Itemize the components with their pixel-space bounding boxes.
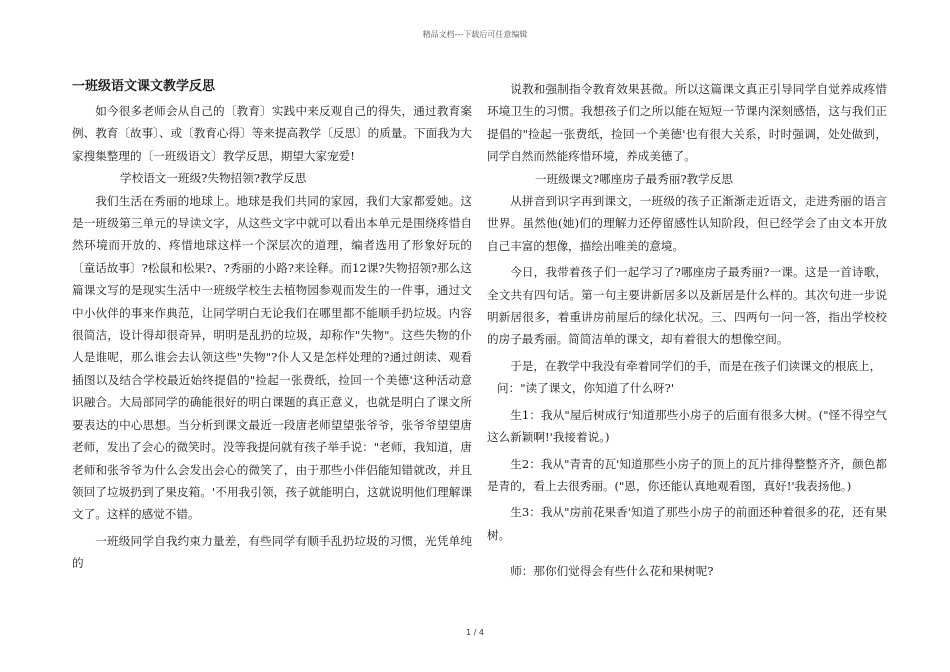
body-paragraph: 我们生活在秀丽的地球上。地球是我们共同的家园，我们大家都爱她。这是一班级第三单元的导读文字，从这些文字中就可以看出本单元是围绕疼惜自然环境而开放的、疼惜地球这样一个深层次的道理，编者选用了形象好玩的〔童话故事〕?松鼠和松果?、?秀丽的小路?来诠释。而12课?失物招领?那么这篇课文写的是现实生活中一班级学校生去植物园参观而发生的一件事，通过文中小伙伴的事来作典范，让同学明白无论我们在哪里都不能顺手扔垃圾。内容很简洁，设计得却很奇异，明明是乱扔的垃圾，却称作"失物"。这些失物的仆人是谁呢，那么谁会去认领这些"失物"?仆人又是怎样处理的?通过朗读、观看插图以及结合学校最近始终提倡的"捡起一张费纸，捡回一个美德'这种活动意识融合。大局部同学的确能很好的明白课题的真正意义，也就是明白了课文所要表达的中心思想。当分析到课文最近一段唐老师望望张爷爷，张爷爷望望唐老师，发出了会心的微笑时。没等我提问就有孩子举手说："老师，我知道，唐老师和张爷爷为什么会发出会心的微笑了，由于那些小伴侣能知错就改，并且领回了垃圾扔到了果皮箱。'不用我引领，孩子就能明白，这就说明他们理解课文了。这样的感觉不错。 — [72, 193, 472, 522]
body-paragraph: 从拼音到识字再到课文，一班级的孩子正渐渐走近语文，走进秀丽的语言世界。虽然他(她)们的理解力还停留感性认知阶段，但已经学会了由文本开放自己丰富的想像，描绘出唯美的意境。 — [487, 194, 887, 253]
page-number: 1 / 4 — [466, 628, 484, 637]
dialogue-line: 生1：我从"屋后树成行'知道那些小房子的后面有很多大树。("怪不得空气这么新颖啊!'我接着说。) — [487, 407, 887, 445]
body-paragraph: 说教和强制指令教育效果甚微。所以这篇课文真正引导同学自觉养成疼惜环境卫生的习惯。我想孩子们之所以能在短短一节课内深刻感悟，这与我们正提倡的"捡起一张费纸，捡回一个美德'也有很大关系，时时强调，处处做到，同学自然而然能疼惜环境，养成美德了。 — [487, 82, 887, 164]
body-paragraph: 于是，在教学中我没有牵着同学们的手，而是在孩子们读课文的根底上， — [510, 358, 882, 373]
section-heading-1: 学校语文一班级?失物招领?教学反思 — [120, 171, 307, 186]
page-header: 精品文档---下载后可任意编辑 — [422, 30, 528, 39]
right-column — [487, 78, 887, 583]
left-column — [72, 78, 472, 575]
dialogue-line: 生3：我从"房前花果香'知道了那些小房子的前面还种着很多的花，还有果树。 — [487, 505, 887, 542]
intro-paragraph: 如今很多老师会从自己的〔教育〕实践中来反观自己的得失，通过教育案例、教育〔故事〕、或〔教育心得〕等来提高教学〔反思〕的质量。下面我为大家搜集整理的〔一班级语文〕教学反思，期望大家宠爱! — [72, 104, 472, 163]
dialogue-line: 生2：我从"青青的瓦'知道那些小房子的顶上的瓦片排得整整齐齐，颜色都是青的，看上去很秀丽。("恩，你还能认真地观看图，真好!'我表扬他。) — [487, 456, 887, 493]
section-heading-2: 一班级课文?哪座房子最秀丽?教学反思 — [535, 171, 733, 186]
body-paragraph: 一班级同学自我约束力量差，有些同学有顺手乱扔垃圾的习惯，光凭单纯的 — [72, 533, 472, 571]
document-title: 一班级语文课文教学反思 — [72, 79, 216, 94]
dialogue-line: 师：那你们觉得会有些什么花和果树呢? — [510, 564, 714, 579]
dialogue-line: 问："读了课文，你知道了什么呀?' — [497, 381, 675, 396]
body-paragraph: 今日，我带着孩子们一起学习了?哪座房子最秀丽?一课。这是一首诗歌，全文共有四句话。第一句主要讲新居多以及新居是什么样的。其次句进一步说明新居很多，着重讲房前屋后的绿化状况。三、四两句一问一答，指出学校校的房子最秀丽。简简洁单的课文，却有着很大的想像空间。 — [487, 265, 887, 347]
